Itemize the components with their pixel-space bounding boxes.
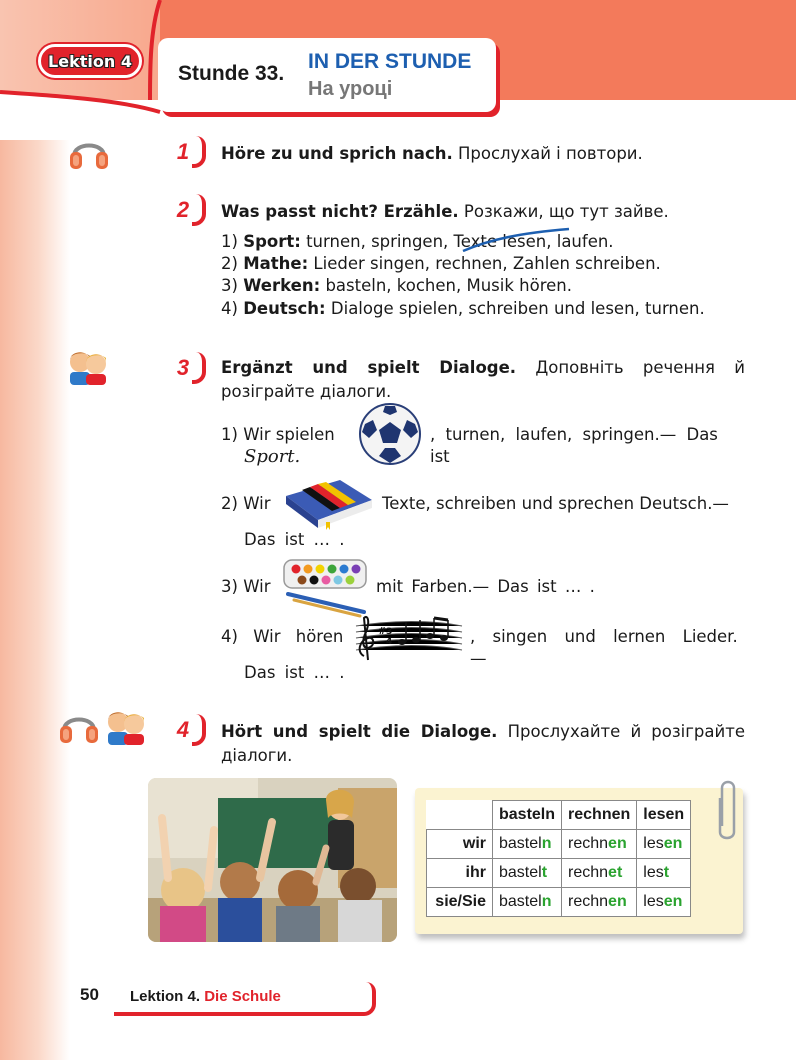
conjugation-table <box>426 800 691 917</box>
exercise-3-number: 3 <box>166 352 208 384</box>
verb-cell: basteln <box>493 888 562 917</box>
exercise-3-item-2-rest: Texte, schreiben und sprechen Deutsch.— <box>382 494 729 513</box>
exercise-3-item-1-rest: , turnen, laufen, springen.— Das ist <box>430 425 718 466</box>
classroom-photo <box>148 778 397 942</box>
exercise-3-title: Ergänzt und spielt Dialoge. Доповніть речення й розіграйте діалоги. <box>221 358 745 401</box>
lesson-title-ua: На уроці <box>308 78 393 100</box>
table-header: basteln <box>493 801 562 830</box>
football-icon <box>355 402 425 466</box>
exercise-2-item-3: 3) Werken: basteln, kochen, Musik hören. <box>221 276 572 295</box>
exercise-3-item-2: 2) Wir <box>221 494 271 513</box>
lesson-title-de: IN DER STUNDE <box>308 50 472 73</box>
lektion-badge <box>38 44 142 78</box>
exercise-3-item-2-line2: Das ist … . <box>244 530 345 549</box>
exercise-2-title: Was passt nicht? Erzähle. Розкажи, що тут зайве. <box>221 202 669 221</box>
kids-icon-ex4 <box>104 708 148 746</box>
pronoun-cell: ihr <box>427 859 493 888</box>
table-header: rechnen <box>562 801 637 830</box>
left-margin-strip <box>0 0 70 1060</box>
page-number: 50 <box>80 985 99 1004</box>
svg-text:#: # <box>378 626 387 637</box>
lesson-number: Stunde 33. <box>178 62 285 85</box>
exercise-1-title: Höre zu und sprich nach. Прослухай і повтори. <box>221 144 643 163</box>
footer-title: Lektion 4. Die Schule <box>130 988 281 1005</box>
exercise-3-item-4: 4) Wir hören <box>221 627 344 646</box>
exercise-4-title: Hört und spielt die Dialoge. Прослухайте й розіграйте діалоги. <box>221 722 745 765</box>
exercise-3-item-4-rest: , singen und lernen Lieder.— <box>470 627 738 668</box>
verb-cell: lesen <box>637 830 691 859</box>
lesson-title-box <box>158 38 496 112</box>
lektion-badge-label: Lektion 4 <box>48 51 132 71</box>
table-row <box>427 888 691 917</box>
table-row <box>427 859 691 888</box>
kids-icon <box>66 348 110 386</box>
headphones-icon-ex4 <box>58 708 100 746</box>
verb-cell: rechnen <box>562 830 637 859</box>
music-notes-icon <box>352 612 466 668</box>
verb-cell: bastelt <box>493 859 562 888</box>
verb-cell: rechnet <box>562 859 637 888</box>
exercise-3-item-1: 1) Wir spielen <box>221 425 335 444</box>
exercise-3-item-1-answer: Sport. <box>244 446 301 467</box>
paperclip-icon <box>716 776 740 842</box>
table-corner <box>427 801 493 830</box>
exercise-3-item-4-line2: Das ist … . <box>244 663 345 682</box>
exercise-4-number: 4 <box>166 714 208 746</box>
exercise-3-item-3: 3) Wir <box>221 577 271 596</box>
exercise-1-number: 1 <box>166 136 208 168</box>
paints-icon <box>280 556 370 618</box>
table-row <box>427 830 691 859</box>
svg-text:4: 4 <box>386 637 393 647</box>
exercise-2-number: 2 <box>166 194 208 226</box>
verb-cell: basteln <box>493 830 562 859</box>
verb-cell: lesen <box>637 888 691 917</box>
exercise-2-item-4: 4) Deutsch: Dialoge spielen, schreiben und lesen, turnen. <box>221 299 705 318</box>
verb-cell: lest <box>637 859 691 888</box>
strike-through-mark <box>461 225 571 255</box>
exercise-3-item-3-rest: mit Farben.— Das ist … . <box>376 577 595 596</box>
pronoun-cell: wir <box>427 830 493 859</box>
exercise-2-item-1: 1) Sport: turnen, springen, Texte lesen, laufen. <box>221 232 614 251</box>
verb-cell: rechnen <box>562 888 637 917</box>
exercise-2-item-2: 2) Mathe: Lieder singen, rechnen, Zahlen schreiben. <box>221 254 661 273</box>
book-icon <box>280 476 376 530</box>
headphones-icon <box>68 134 110 172</box>
table-header: lesen <box>637 801 691 830</box>
pronoun-cell: sie/Sie <box>427 888 493 917</box>
svg-text:3: 3 <box>386 627 393 637</box>
